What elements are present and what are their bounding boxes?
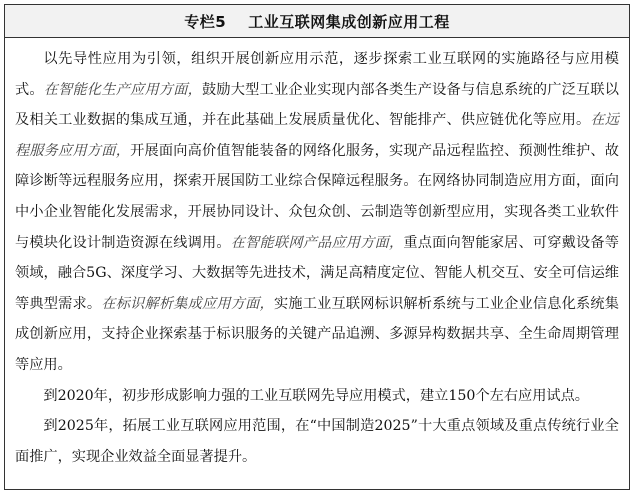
highlight-identifier-resolution: 在标识解析集成应用方面，	[101, 295, 274, 312]
box-header	[5, 5, 629, 38]
paragraph-2020-goal: 到2020年，初步形成影响力强的工业互联网先导应用模式，建立150个左右应用试点。	[43, 387, 589, 404]
highlight-smart-production: 在智能化生产应用方面，	[43, 81, 203, 98]
highlight-smart-products: 在智能联网产品应用方面，	[230, 234, 404, 251]
box-label: 专栏5	[184, 12, 227, 31]
paragraph-applications	[15, 44, 619, 381]
text-identifier-resolution: 实施工业互联网标识解析系统与工业企业信息化系统集成创新应用，支持企业探索基于标识服务的关键产品追溯、多源异构数据共享、全生命周期管理等应用。	[15, 295, 619, 373]
feature-box	[4, 4, 630, 490]
box-body	[5, 38, 629, 472]
paragraph-2025-goal: 到2025年，拓展工业互联网应用范围，在“中国制造2025”十大重点领域及重点传统行业全面推广，实现企业效益全面显著提升。	[15, 418, 619, 465]
box-title: 工业互联网集成创新应用工程	[248, 12, 450, 31]
text-smart-production: 鼓励大型工业企业实现内部各类生产设备与信息系统的广泛互联以及相关工业数据的集成互通，并在此基础上发展质量优化、智能排产、供应链优化等应用。	[15, 81, 619, 129]
intro-sentence: 以先导性应用为引领，组织开展创新应用示范，逐步探索工业互联网的实施路径与应用模式。	[15, 51, 619, 98]
text-smart-products: 重点面向智能家居、可穿戴设备等领域，融合5G、深度学习、大数据等先进技术，满足高精度定位、智能人机交互、安全可信运维等典型需求。	[15, 234, 619, 312]
text-remote-service: 开展面向高价值智能装备的网络化服务，实现产品远程监控、预测性维护、故障诊断等远程服务应用，探索开展国防工业综合保障远程服务。在网络协同制造应用方面，面向中小企业智能化发展需求，开展协同设计、众包众创、云制造等创新型应用，实现各类工业软件与模块化设计制造资源在线调用。	[15, 142, 619, 251]
highlight-remote-service: 在远程服务应用方面，	[15, 112, 619, 159]
